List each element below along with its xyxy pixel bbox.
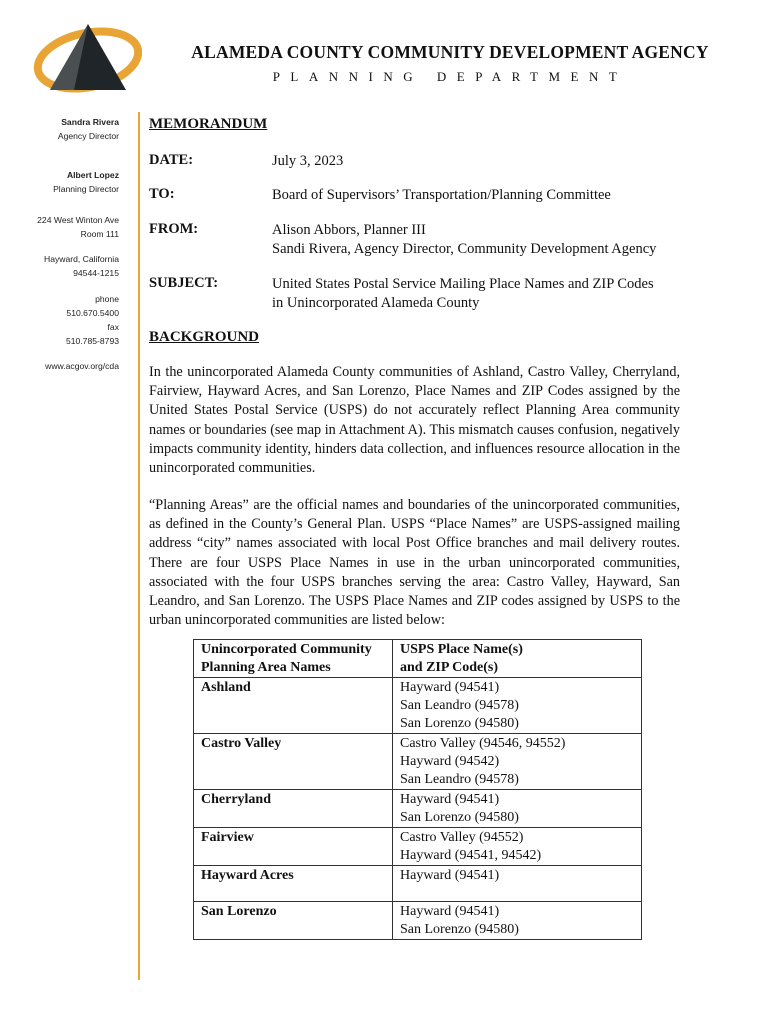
background-paragraph-2: “Planning Areas” are the official names and boundaries of the unincorporated communities, as defined in the County’s General Plan. USPS “Place Names” are USPS-assigned mailing address “city” names associated with local Post Office branches and mail delivery routes. There are four USPS Place Names in use in the urban unincorporated communities, associated with the four USPS branches serving the area: Castro Valley, Hayward, San Leandro, and San Lorenzo. The USPS Place Names and ZIP codes assigned by USPS to the urban unincorporated communities are listed below: bbox=[149, 497, 680, 629]
agency-title: ALAMEDA COUNTY COMMUNITY DEVELOPMENT AGENCY bbox=[191, 42, 709, 62]
table-row bbox=[194, 790, 642, 828]
city-line: Hayward, California bbox=[44, 254, 119, 264]
place-entry: Hayward (94541, 94542) bbox=[400, 848, 542, 863]
table-row bbox=[194, 902, 642, 940]
from-label: FROM: bbox=[149, 221, 199, 237]
director-name: Sandra Rivera bbox=[61, 117, 119, 127]
header-col2-line2: and ZIP Code(s) bbox=[400, 660, 499, 675]
planning-director-title: Planning Director bbox=[53, 184, 119, 194]
community-cell: Cherryland bbox=[194, 790, 393, 828]
place-entry: San Lorenzo (94580) bbox=[400, 716, 519, 731]
subject-line1: United States Postal Service Mailing Place Names and ZIP Codes bbox=[272, 276, 654, 292]
subject-line2: in Unincorporated Alameda County bbox=[272, 295, 480, 311]
date-label: DATE: bbox=[149, 152, 194, 168]
community-cell: Fairview bbox=[194, 828, 393, 866]
to-label: TO: bbox=[149, 186, 175, 202]
header-col1-line1: Unincorporated Community bbox=[201, 642, 372, 657]
table-row bbox=[194, 828, 642, 866]
fax-label: fax bbox=[107, 322, 119, 332]
place-entry: Hayward (94541) bbox=[400, 680, 500, 695]
community-cell: Castro Valley bbox=[194, 734, 393, 790]
memo-title: MEMORANDUM bbox=[149, 116, 268, 132]
address-line2: Room 111 bbox=[80, 229, 119, 239]
community-cell: Ashland bbox=[194, 678, 393, 734]
to-value: Board of Supervisors’ Transportation/Planning Committee bbox=[272, 187, 611, 203]
table-row bbox=[194, 734, 642, 790]
community-cell: Hayward Acres bbox=[194, 866, 393, 902]
subject-label: SUBJECT: bbox=[149, 275, 219, 291]
header-col1-line2: Planning Area Names bbox=[201, 660, 331, 675]
place-entry: Castro Valley (94552) bbox=[400, 830, 524, 845]
table-header-community bbox=[194, 640, 393, 678]
address-line1: 224 West Winton Ave bbox=[37, 215, 119, 225]
from-line1: Alison Abbors, Planner III bbox=[272, 222, 426, 238]
zip-line: 94544-1215 bbox=[73, 268, 119, 278]
director-title: Agency Director bbox=[57, 131, 119, 141]
phone-number: 510.670.5400 bbox=[66, 308, 119, 318]
zip-code-table bbox=[193, 639, 642, 940]
places-cell bbox=[393, 678, 642, 734]
from-value bbox=[272, 221, 692, 259]
place-entry: San Lorenzo (94580) bbox=[400, 922, 519, 937]
place-entry: Hayward (94541) bbox=[400, 904, 500, 919]
place-entry: San Lorenzo (94580) bbox=[400, 810, 519, 825]
places-cell bbox=[393, 902, 642, 940]
sidebar-divider bbox=[138, 112, 140, 980]
background-paragraph-1: In the unincorporated Alameda County communities of Ashland, Castro Valley, Cherryland, Fairview, Hayward Acres, and San Lorenzo, Place Names and ZIP Codes assigned by the United States Postal Service (USPS) do not accurately reflect Planning Area community names or boundaries (see map in Attachment A). This mismatch causes confusion, negatively impacts community identity, hinders data collection, and influences resource allocation in the unincorporated communities. bbox=[149, 364, 680, 477]
sidebar bbox=[10, 115, 119, 384]
community-cell: San Lorenzo bbox=[194, 902, 393, 940]
website-link[interactable]: www.acgov.org/cda bbox=[45, 361, 119, 371]
places-cell bbox=[393, 866, 642, 902]
place-entry: Hayward (94541) bbox=[400, 792, 500, 807]
place-entry: Hayward (94541) bbox=[400, 868, 500, 883]
table-row bbox=[194, 678, 642, 734]
table-header-row bbox=[194, 640, 642, 678]
department-subtitle: PLANNING DEPARTMENT bbox=[272, 69, 628, 84]
place-entry: Hayward (94542) bbox=[400, 754, 500, 769]
agency-logo bbox=[30, 20, 142, 94]
date-value: July 3, 2023 bbox=[272, 153, 344, 169]
places-cell bbox=[393, 790, 642, 828]
places-cell bbox=[393, 734, 642, 790]
phone-label: phone bbox=[95, 294, 119, 304]
subject-value bbox=[272, 275, 692, 313]
place-entry: San Leandro (94578) bbox=[400, 698, 519, 713]
planning-director-name: Albert Lopez bbox=[66, 170, 119, 180]
place-entry: San Leandro (94578) bbox=[400, 772, 519, 787]
place-entry: Castro Valley (94546, 94552) bbox=[400, 736, 566, 751]
background-heading: BACKGROUND bbox=[149, 329, 260, 345]
fax-number: 510.785-8793 bbox=[65, 336, 119, 346]
places-cell bbox=[393, 828, 642, 866]
from-line2: Sandi Rivera, Agency Director, Community Development Agency bbox=[272, 241, 657, 257]
table-header-places bbox=[393, 640, 642, 678]
table-row bbox=[194, 866, 642, 902]
header-col2-line1: USPS Place Name(s) bbox=[400, 642, 523, 657]
